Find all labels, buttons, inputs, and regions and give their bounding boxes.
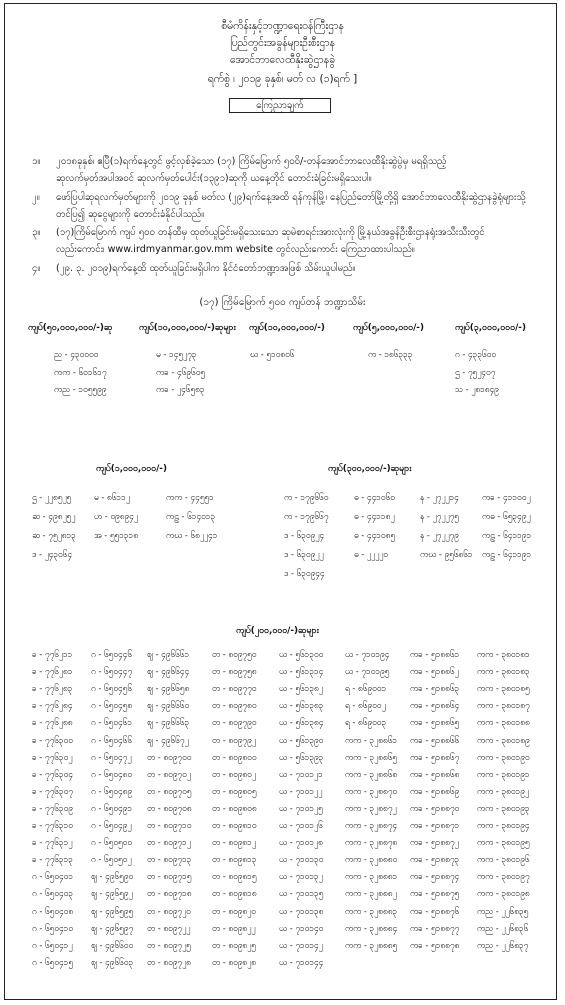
prize-entry: ကက - ၃၂၈၈၇၄ xyxy=(345,820,398,830)
paragraph-line: ၂၀၁၈ခုနှစ်၊ ဧပြီ(၁)ရက်နေ့တွင် ဖွင့်လှစ်ခဲ့သော (၁၇) ကြိမ်မြောက် ၅၀ဝိ/-တန်အောင်ဘာလေထီနိုးဆွဲပွဲမှ မရရှိသည့် xyxy=(56,156,447,167)
prize-entry: တ - ၈၀၉၈၁၈ xyxy=(212,888,257,899)
prize-entry: ကက - ၃၂၈၈၇၈ xyxy=(345,837,398,848)
prize-entry: ကက - ၃၈၀၁၉၃ xyxy=(477,802,530,813)
paragraph-number: ၂။ xyxy=(32,192,40,203)
prize-entry: ဂ - ၆၅၀၄၈၀ xyxy=(91,768,133,779)
prize-entry: တ - ၈၀၉၇၀၅ xyxy=(147,785,192,796)
prize-entry: ကက - ၃၈၀၁၉၇ xyxy=(477,871,530,882)
prize-entry: တ - ၈၀၉၇၁၀ xyxy=(147,820,192,830)
prize-entry: ဂ - ၆၅၀၄၆၁ xyxy=(91,717,133,728)
prize-entry: ဒ - ၆၃၀၉၄၄ xyxy=(284,568,325,578)
prize-entry: ဒ - ၆၃၀၉၂၄ xyxy=(284,530,325,540)
prize-entry: တ - ၈၀၉၇၅၈ xyxy=(212,666,257,677)
prize-entry: ယ - ၇၁၀၁၄၂ xyxy=(279,939,323,950)
prize-entry: ကက - ၃၈၀၁၉၅ xyxy=(477,837,530,848)
prize-entry: ခ - ၇၇၆၂၈၃ xyxy=(32,683,73,694)
prize-entry: တ - ၈၀၉၈၀၅ xyxy=(212,785,257,796)
prize-entry: ရ - ၈၆၉၀၀၃ xyxy=(345,717,387,728)
prize-entry: တ - ၈၀၉၇၅၀ xyxy=(212,649,257,659)
prize-entry: ဂ - ၆၅၀၄၄၆ xyxy=(91,649,133,659)
prize-entry: ခ - ၇၇၆၃၀၇ xyxy=(32,785,73,796)
prize-entry: တ - ၈၀၉၇၁၅ xyxy=(147,871,192,882)
prize-entry: ယ - ၅၆၁၃၈၄ xyxy=(279,717,324,728)
prize-entry: ဆ - ၄၉၈၂၅၂ xyxy=(32,511,76,521)
prize-entry: ဈ - ၄၉၆၅၉၅ xyxy=(91,905,134,916)
prize-entry: ကက - ၃၂၈၈၈၄ xyxy=(345,922,398,933)
prize-entry: ဂ - ၆၅၀၄၄၇ xyxy=(91,666,133,677)
paragraph-number: ၁။ xyxy=(32,156,41,167)
prize-entry: ကခ - ၅၁၈၈၇၈ xyxy=(410,939,460,950)
prize-heading: ကျပ်(၁၀,၀၀၀,၀၀၀/-) xyxy=(249,323,325,333)
prize-entry: ကက - ၃၂၈၈၈၅ xyxy=(345,939,398,950)
prize-entry: ဂ - ၆၅၀၄၅၈ xyxy=(91,700,133,711)
prize-entry: တ - ၈၀၉၇၀၈ xyxy=(147,802,192,813)
prize-entry: ယ - ၅၆၁၃၁၄ xyxy=(279,666,324,677)
prize-entry: ကည - ၁၀၅၅၉၉ xyxy=(54,384,107,394)
prize-entry: ယ - ၅၆၁၃၀၀ xyxy=(279,649,324,659)
prize-entry: န - ၂၇၂၂၁၄ xyxy=(420,492,459,502)
prize-entry: ကက - ၃၈၀၁၉၁ xyxy=(477,768,530,779)
paragraph-line: (၂၉. ၃. ၂၀၁၉)ရက်နေ့ထိ ထုတ်ယူခြင်းမရှိပါက နိုင်ငံတော်ဘဏ္ဍာအဖြစ် သိမ်းယူပါမည်။ xyxy=(56,263,356,274)
prize-entry: ဂ - ၆၅၀၄၈၉ xyxy=(91,785,133,796)
prize-entry: ရ - ၈၆၉၀၀၂ xyxy=(345,700,386,711)
prize-entry: တ - ၈၀၉၇၁၃ xyxy=(147,854,192,865)
prize-entry: ကဠ - ၆၄၁၁၉၁ xyxy=(482,549,532,559)
prize-entry: ခ - ၇၇၆၃၁၃ xyxy=(32,854,73,865)
prize-entry: ကက - ၃၈၀၁၉၂ xyxy=(477,785,529,796)
prize-entry: တ - ၈၀၉၈၂၀ xyxy=(212,905,256,916)
prize-entry: ကက - ၃၈၀၁၈၅ xyxy=(477,683,530,694)
prize-entry: ဓ - ၂၂၂၂၀ xyxy=(354,549,388,559)
prize-entry: န - ၂၇၂၂၇၅ xyxy=(420,511,459,521)
prize-entry: ဂ - ၆၅၀၄၀၁ xyxy=(32,871,74,882)
prize-entry: တ - ၈၀၉၈၂၅ xyxy=(212,939,256,950)
prize-entry: ကခ - ၅၁၈၈၆၆ xyxy=(410,734,460,745)
prize-entry: ဒ - ၂၄၃၀၆၄ xyxy=(32,549,73,559)
prize-entry: ယ - ၇၁၀၁၉၄ xyxy=(345,649,390,659)
prize-entry: ကက - ၃၈၀၁၉၈ xyxy=(477,888,530,899)
prize-entry: ယ - ၇၁၀၁၃၈ xyxy=(279,905,324,916)
prize-entry: တ - ၈၀၉၇၂၂ xyxy=(147,922,191,933)
prize-entry: တ - ၈၀၉၇၇၀ xyxy=(212,683,257,694)
prize-entry: ကက - ၃၈၀၁၉၆ xyxy=(477,854,530,865)
prize-entry: ကခ - ၂၄၆၅၈၃ xyxy=(156,384,205,394)
department-name: ပြည်တွင်းအခွန်များဦးစီးဌာန xyxy=(230,37,335,49)
prize-entry: ယ - ၇၁၀၁၂၁ xyxy=(279,768,323,779)
prize-entry: တ - ၈၀၉၇၀၀ xyxy=(147,751,192,762)
prize-entry: ကဓ - ၆၅၃၄၉၂ xyxy=(482,511,531,521)
prize-entry: ကက - ၃၂၈၈၇၀ xyxy=(345,785,398,796)
prize-entry: ဈ - ၄၉၆၆၄၄ xyxy=(147,666,190,677)
paragraph-line: ဆုလက်မှတ်အပါအဝင် ဆုလက်မှတ်ပေါင်း(၁၃၉၁)ဆုကို ယနေ့တိုင် တောင်းခံခြင်းမရှိသေးပါ။ xyxy=(56,173,372,184)
prize-entry: ဟ - ၀၉၈၉၄၂ xyxy=(94,511,138,521)
prize-entry: ကခ - ၅၁၈၈၆၁ xyxy=(410,649,460,659)
prize-heading: ကျပ်(၃၀၀,၀၀၀/-)ဆုများ xyxy=(328,464,412,474)
prize-entry: ယ - ၅၆၁၃၉၀ xyxy=(279,734,324,745)
prize-entry: ကခ - ၅၁၈၈၆၃ xyxy=(410,683,460,694)
prize-entry: တ - ၈၀၉၇၂၅ xyxy=(147,939,191,950)
prize-entry: ဈ - ၄၉၆၆၆၃ xyxy=(147,717,190,728)
table-title: (၁၇) ကြိမ်မြောက် ၅၀၀ ကျပ်တန် ဘဏ္ဍာသိမ်း xyxy=(199,297,366,308)
prize-entry: တ - ၈၀၉၈၁၂ xyxy=(212,837,256,848)
prize-entry: တ - ၈၀၉၇၉၀ xyxy=(212,717,257,728)
prize-entry: ဈ - ၄၉၆၅၉၀ xyxy=(91,871,134,882)
prize-entry: တ - ၈၀၉၈၀၈ xyxy=(212,802,257,813)
prize-entry: ဌ - ၇၅၂၄၀၇ xyxy=(455,366,496,377)
prize-entry: ကက - ၃၈၀၁၈၃ xyxy=(477,666,530,677)
prize-entry: ကခ - ၅၁၈၈၇၄ xyxy=(410,871,460,882)
prize-entry: ဓ - ၄၄၁၁၈၂ xyxy=(354,511,395,521)
prize-entry: က - ၁၈၆၃၃၃ xyxy=(368,349,413,359)
prize-heading: ကျပ်(၅၀,၀၀၀,၀၀၀/-)ဆု xyxy=(28,323,113,333)
prize-entry: ခ - ၇၇၆၂၈၁ xyxy=(32,666,73,677)
prize-entry: ဈ - ၄၉၆၆၅၈ xyxy=(147,683,190,694)
prize-entry: ကခ - ၄၁၁၀၀၂ xyxy=(482,492,531,502)
prize-entry: ကခ - ၅၁၈၈၇၇ xyxy=(410,922,460,933)
prize-entry: ကက - ၃၂၈၈၇၂ xyxy=(345,802,397,813)
document-border xyxy=(4,3,557,1000)
prize-entry: ဂ - ၆၅၀၄၁၅ xyxy=(32,956,74,967)
prize-entry: ကက - ၆၀၁၆၁၇ xyxy=(54,366,107,377)
prize-entry: ကက - ၃၂၈၈၆၁ xyxy=(345,734,398,745)
prize-entry: ဂ - ၆၅၀၄၉၂ xyxy=(91,820,132,830)
prize-entry: ဆ - ၇၅၂၈၁၃ xyxy=(32,530,76,540)
prize-entry: တ - ၈၀၉၈၁၀ xyxy=(212,820,257,830)
branch-name: အောင်ဘာလေထီနိုးဆွဲဌာနခွဲ xyxy=(230,54,335,66)
prize-entry: တ - ၈၀၉၇၁၈ xyxy=(147,888,192,899)
prize-entry: ယ - ၇၁၀၁၂၂ xyxy=(279,785,323,796)
prize-entry: ကည - ၂၂၆၈၃၇ xyxy=(477,939,529,950)
prize-entry: ဈ - ၄၉၆၆၆၁ xyxy=(147,649,190,659)
prize-entry: ခ - ၇၇၆၃၀၄ xyxy=(32,768,73,779)
prize-entry: ခ - ၇၇၆၂၁၁ xyxy=(32,649,73,659)
prize-entry: ယ - ၇၁၀၁၂၆ xyxy=(279,820,323,830)
prize-entry: ကက - ၃၂၈၈၈၃ xyxy=(345,905,398,916)
prize-entry: တ - ၈၀၉၇၀၂ xyxy=(147,768,191,779)
paragraph-line: လည်းကောင်း၊ www.irdmyanmar.gov.mm website တွင်လည်းကောင်း ကြေညာထားပါသည်။ xyxy=(56,244,415,255)
prize-entry: တ - ၈၀၉၇၉၂ xyxy=(212,734,256,745)
paragraph-line: ဖော်ပြပါဆုရလက်မှတ်များကို ၂၀၁၉ ခုနှစ် မတ်လ (၂၉)ရက်နေ့အထိ ရန်ကုန်မြို့၊ နေပြည်တော်မြို့တို့ရှိ အောင်ဘာလေထီနိုးဆွဲဌာနခွဲရုံများသို့ xyxy=(56,192,526,203)
prize-entry: ကက - ၃၂၈၈၆၈ xyxy=(345,768,398,779)
prize-entry: ဂ - ၄၃၃၆၀၀ xyxy=(455,349,497,359)
prize-entry: ဂ - ၆၅၀၄၁၂ xyxy=(32,939,73,950)
prize-entry: ကခ - ၅၁၈၈၇၆ xyxy=(410,905,460,916)
prize-heading: ကျပ်(၃,၀၀၀,၀၀၀/-) xyxy=(455,323,526,333)
prize-entry: ဈ - ၄၉၆၅၉၇ xyxy=(91,922,134,933)
prize-entry: ကက - ၃၂၈၈၈၂ xyxy=(345,888,397,899)
paragraph-number: ၄။ xyxy=(32,263,41,274)
prize-entry: ယ - ၇၁၀၁၂၈ xyxy=(279,837,323,848)
prize-entry: ကခ - ၅၁၈၈၇၀ xyxy=(410,802,460,813)
prize-entry: ယ - ၇၁၀၁၄၄ xyxy=(279,956,324,967)
prize-entry: ရ - ၈၆၉၀၀၁ xyxy=(345,683,387,694)
prize-entry: ဓ - ၄၄၁၀၆၀ xyxy=(354,492,395,502)
prize-entry: ကက - ၃၂၈၈၈၁ xyxy=(345,871,398,882)
prize-entry: ဈ - ၄၉၆၆၀၃ xyxy=(91,956,134,967)
prize-entry: ဂ - ၆၅၀၄၇၂ xyxy=(91,751,132,762)
ministry-name: စီမံကိန်းနှင့်ဘဏ္ဍာရေးဝန်ကြီးဌာန xyxy=(221,20,344,32)
prize-entry: ဒ - ၆၃၀၉၂၂ xyxy=(284,549,324,559)
prize-entry: ဂ - ၆၅၀၅၀၀ xyxy=(91,837,133,848)
prize-entry: ခ - ၇၇၆၃၁၀ xyxy=(32,820,73,830)
prize-entry: ကဠ - ၆၄၁၁၉၁ xyxy=(482,530,532,540)
prize-entry: မ - ၈၆၁၁၂ xyxy=(94,492,130,502)
prize-entry: ဌ - ၂၂၈၅၂၅ xyxy=(32,492,72,502)
prize-entry: ကခ - ၅၁၈၈၆၈ xyxy=(410,768,460,779)
prize-entry: က - ၁၇၉၆၆၀ xyxy=(284,492,329,502)
prize-entry: ယ - ၇၁၀၁၉၅ xyxy=(345,666,390,677)
date-line: ရက်စွဲ ၊ ၂၀၁၉ ခုနှစ်၊ မတ် လ (၁)ရက် ] xyxy=(207,73,358,85)
prize-entry: ကည - ၂၂၆၈၃၅ xyxy=(477,905,529,916)
prize-entry: ကက - ၃၈၀၁၉၀ xyxy=(477,751,530,762)
prize-entry: ကက - ၃၈၀၁၈၁ xyxy=(477,649,530,659)
prize-entry: ယ - ၇၁၀၁၂၅ xyxy=(279,802,323,813)
prize-entry: ကခ - ၅၁၈၈၆၄ xyxy=(410,700,460,711)
prize-entry: ဂ - ၆၅၀၄၉၁ xyxy=(91,802,133,813)
prize-entry: တ - ၈၀၉၇၂၀ xyxy=(147,905,191,916)
prize-entry: တ - ၈၀၉၈၂၂ xyxy=(212,922,256,933)
prize-entry: ဓ - ၄၄၁၀၈၅ xyxy=(354,530,396,540)
prize-entry: တ - ၈၀၉၈၀၂ xyxy=(212,768,256,779)
prize-entry: ကက - ၃၂၈၈၆၅ xyxy=(345,751,398,762)
prize-entry: ကခ - ၅၁၈၈၆၅ xyxy=(410,717,460,728)
prize-entry: ကခ - ၅၁၈၈၇၃ xyxy=(410,854,460,865)
prize-entry: တ - ၈၀၉၇၈၀ xyxy=(212,700,257,711)
prize-entry: အ - ၅၅၁၃၁၈ xyxy=(94,530,138,540)
prize-entry: တ - ၈၀၉၇၂၈ xyxy=(147,956,191,967)
prize-entry: ကဃ - ၉၅၆၈၆၁ xyxy=(420,549,473,559)
paragraph-line: တင်ပြ၍ ဆုငွေများကို တောင်းခံနိုင်ပါသည်။ xyxy=(56,209,205,220)
prize-entry: ခ - ၇၇၆၂၈၈ xyxy=(32,717,73,728)
prize-entry: ခ - ၇၇၆၃၀၂ xyxy=(32,751,73,762)
prize-entry: တ - ၈၀၉၈၂၈ xyxy=(212,956,256,967)
announcement-title: ကြေညာချက် xyxy=(229,98,331,113)
prize-entry: ကက - ၃၈၀၁၈၈ xyxy=(477,717,530,728)
prize-entry: ဃ - ၅၁၀၈၀၆ xyxy=(250,349,295,359)
prize-entry: ဈ - ၄၉၆၆၀၀ xyxy=(91,939,134,950)
prize-entry: ကခ - ၅၁၈၈၇၂ xyxy=(410,837,459,848)
prize-entry: ဂ - ၆၅၀၄၆၆ xyxy=(91,734,133,745)
prize-entry: ဂ - ၆၅၀၄၀၃ xyxy=(32,888,74,899)
prize-heading: ကျပ်(၅,၀၀၀,၀၀၀/-) xyxy=(353,323,424,333)
prize-heading: ကျပ်(၁,၀၀၀,၀၀၀/-) xyxy=(96,464,167,474)
prize-entry: ကက - ၃၈၀၁၉၄ xyxy=(477,820,530,830)
prize-entry: ကက - ၄၄၅၅၁ xyxy=(166,492,214,502)
prize-entry: ယ - ၅၆၁၃၈၃ xyxy=(279,700,324,711)
prize-entry: တ - ၈၀၉၇၁၂ xyxy=(147,837,191,848)
prize-entry: ယ - ၇၁၀၁၃၂ xyxy=(279,871,323,882)
prize-entry: ဂ - ၆၅၀၅၀၂ xyxy=(91,854,132,865)
prize-entry: ခ - ၇၇၆၃၀၉ xyxy=(32,802,73,813)
prize-entry: ကခ - ၅၁၈၈၆၂ xyxy=(410,666,459,677)
prize-entry: ယ - ၇၁၀၁၄၀ xyxy=(279,922,324,933)
prize-entry: ကခ - ၅၁၈၈၆၇ xyxy=(410,751,460,762)
prize-entry: ဂ - ၆၅၀၄၀၈ xyxy=(32,905,74,916)
prize-entry: ယ - ၇၁၀၁၃၀ xyxy=(279,854,324,865)
prize-entry: ကခ - ၅၁၈၈၆၉ xyxy=(410,785,460,796)
prize-entry: ကက - ၃၈၀၁၈၇ xyxy=(477,700,530,711)
prize-entry: ကခ - ၅၁၈၈၇၅ xyxy=(410,888,460,899)
prize-entry: ဈ - ၄၉၆၆၇၂ xyxy=(147,734,189,745)
paragraph-number: ၃။ xyxy=(32,227,41,238)
prize-entry: ခ - ၇၇၆၃၁၂ xyxy=(32,837,73,848)
prize-heading: ကျပ်(၁၀,၀၀၀,၀၀၀/-)ဆုများ xyxy=(139,323,236,333)
prize-entry: ဈ - ၄၉၆၆၆၀ xyxy=(147,700,190,711)
prize-entry: ကက - ၃၈၀၁၈၉ xyxy=(477,734,530,745)
prize-entry: က - ၁၇၉၆၆၇ xyxy=(284,511,329,521)
prize-entry: ကက - ၃၂၈၈၈၀ xyxy=(345,854,398,865)
prize-entry: ဂ - ၆၅၀၄၁၀ xyxy=(32,922,74,933)
prize-entry: ယ - ၅၆၁၃၈၂ xyxy=(279,683,323,694)
prize-entry: တ - ၈၀၉၈၁၅ xyxy=(212,871,257,882)
prize-entry: ကခ - ၅၁၈၈၇၁ xyxy=(410,820,460,830)
prize-entry: ကဠ - ၆၁၄၀၁၃ xyxy=(166,511,216,521)
prize-entry: ဈ - ၄၉၆၅၉၂ xyxy=(91,888,133,899)
prize-entry: ကခ - ၄၆၉၆၀၅ xyxy=(156,366,206,377)
prize-entry: ကဃ - ၆၈၂၂၄၁ xyxy=(166,530,218,540)
prize-entry: ယ - ၅၆၁၃၉၃ xyxy=(279,751,324,762)
prize-entry: သ - ၂၈၁၈၄၉ xyxy=(455,384,499,394)
prize-entry: န - ၂၇၂၂၇၉ xyxy=(420,530,459,540)
prize-entry: ကည - ၂၂၆၈၃၆ xyxy=(477,922,529,933)
prize-entry: မ - ၁၄၅၂၇၃ xyxy=(156,349,197,359)
prize-entry: တ - ၈၀၉၈၀၀ xyxy=(212,751,257,762)
prize-entry: တ - ၈၀၉၈၁၃ xyxy=(212,854,257,865)
prize-entry: ယ - ၇၁၀၁၃၅ xyxy=(279,888,324,899)
prize-heading: ကျပ်(၂၀၀,၀၀၀/-)ဆုများ xyxy=(236,626,319,636)
prize-entry: ည - ၄၃၀၀၀၀ xyxy=(54,349,99,359)
paragraph-line: (၁၇)ကြိမ်မြောက် ကျပ် ၅၀၀ တန်ထီမှ ထုတ်ယူခြင်းမရှိသေးသော ဆုမဲစာရင်းအားလုံးကို မြို့နယ်အခွန်ဦးစီးဌာနရုံးအသီးသီးတွင် xyxy=(56,227,485,238)
prize-entry: ခ - ၇၇၆၂၈၄ xyxy=(32,700,73,711)
prize-entry: ခ - ၇၇၆၃၀၀ xyxy=(32,734,73,745)
prize-entry: ဂ - ၆၅၀၄၅၆ xyxy=(91,683,133,694)
